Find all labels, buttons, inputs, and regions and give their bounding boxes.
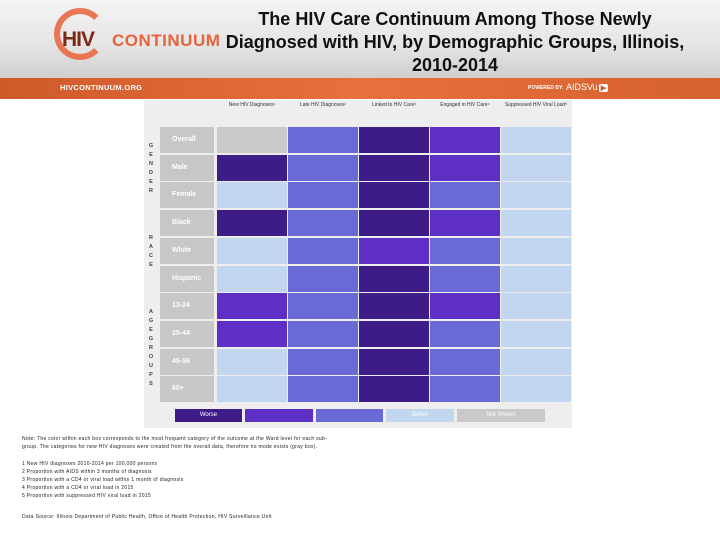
row-label-overall: Overall [160,127,214,153]
heatmap-cell [501,376,571,402]
footnote-1: 1 New HIV diagnoses 2010-2014 per 100,000 persons [22,461,158,467]
heatmap-cell [217,376,287,402]
heatmap-cell [288,182,358,208]
title-line-2: Diagnosed with HIV, by Demographic Groups, Illinois, [225,32,685,52]
heatmap-cell [430,182,500,208]
heatmap-cell [359,321,429,347]
legend-item-4: Better [386,409,454,422]
heatmap-cell [430,349,500,375]
footnote-2: 2 Proportion with AIDS within 3 months of diagnosis [22,469,152,475]
heatmap-cell [501,210,571,236]
legend-item-1: Worse [175,409,242,422]
heatmap-cell [217,238,287,264]
heatmap-cell [501,155,571,181]
footnote-5: 5 Proportion with suppressed HIV viral load in 2015 [22,493,151,499]
heatmap-cell [288,210,358,236]
heatmap-cell [288,266,358,292]
row-label-black: Black [160,210,214,236]
footnote-3: 3 Proportion with a CD4 or viral load within 1 month of diagnosis [22,477,184,483]
legend-item-5: Not Shown [457,409,545,422]
hiv-continuum-logo[interactable] [54,8,221,68]
title-line-1: The HIV Care Continuum Among Those Newly [258,9,652,29]
heatmap-cell [430,376,500,402]
heatmap-cell [288,155,358,181]
heatmap-cell [501,182,571,208]
heatmap-cell [359,210,429,236]
column-header-2: Late HIV Diagnoses² [299,102,347,108]
column-header-3: Linked to HIV Care³ [372,102,416,108]
group-label-race: R A C E [149,234,153,268]
legend-item-2 [245,409,313,422]
heatmap-cell [430,293,500,319]
heatmap-cell [288,238,358,264]
row-label-white: White [160,238,214,264]
heatmap-cell [288,349,358,375]
legend-item-3 [316,409,383,422]
row-label-hispanic: Hispanic [160,266,214,292]
heatmap-cell [288,321,358,347]
heatmap-cell [217,321,287,347]
heatmap-cell [430,266,500,292]
heatmap-cell [430,155,500,181]
column-header-5: Suppressed HIV Viral Load⁵ [504,102,568,108]
footnote-4: 4 Proportion with a CD4 or viral load in 2015 [22,485,134,491]
aidsvu-logo[interactable] [566,82,608,92]
heatmap-cell [501,293,571,319]
row-label-60-: 60+ [160,376,214,402]
heatmap-cell [288,293,358,319]
aidsvu-badge-icon: ▶ [600,85,607,92]
heatmap-cell [359,127,429,153]
heatmap-cell [359,349,429,375]
header [0,0,720,78]
heatmap-cell [359,376,429,402]
row-label-45-59: 45-59 [160,349,214,375]
heatmap-cell [501,266,571,292]
aidsvu-text: AIDSVu [566,82,598,92]
heatmap-cell [359,182,429,208]
heatmap-cell [217,210,287,236]
heatmap-cell [501,127,571,153]
column-header-4: Engaged in HIV Care⁴ [440,102,490,108]
column-header-1: New HIV Diagnoses¹ [228,102,276,108]
row-label-13-24: 13-24 [160,293,214,319]
heatmap-cell [288,127,358,153]
heatmap-cell [501,238,571,264]
note-line-1: Note: The color within each box corresponds to the most frequent category of the outcome at the Ward level for each sub- [22,436,328,442]
group-label-gender: G E N D E R [148,142,154,194]
row-label-male: Male [160,155,214,181]
heatmap-cell [217,155,287,181]
heatmap-cell [430,321,500,347]
site-bar [0,78,720,99]
heatmap-cell [217,127,287,153]
row-label-female: Female [160,182,214,208]
page-title [190,8,720,77]
logo-continuum-text: CONTINUUM [112,31,221,50]
heatmap-cell [359,266,429,292]
heatmap-cell [430,238,500,264]
heatmap-cell [217,266,287,292]
heatmap-cell [217,293,287,319]
powered-by-label: POWERED BY: [528,85,564,91]
heatmap-cell [359,238,429,264]
heatmap-cell [501,321,571,347]
heatmap-cell [359,155,429,181]
row-label-25-44: 25-44 [160,321,214,347]
data-source: Data Source: Illinois Department of Public Health, Office of Health Protection, HIV Surveillance Unit [22,514,272,520]
heatmap-cell [430,127,500,153]
title-line-3: 2010-2014 [411,55,499,75]
note-line-2: group. The categories for new HIV diagnoses were created from the overall data, therefore no mode exists (gray box). [22,444,318,450]
heatmap-cell [288,376,358,402]
heatmap-cell [359,293,429,319]
heatmap-cell [501,349,571,375]
logo-hiv-text: HIV [62,28,95,51]
heatmap-cell [217,349,287,375]
site-url[interactable]: HIVCONTINUUM.ORG [60,83,143,92]
heatmap-cell [430,210,500,236]
heatmap-cell [217,182,287,208]
group-label-age-groups: A G E G R O U P S [148,309,154,388]
